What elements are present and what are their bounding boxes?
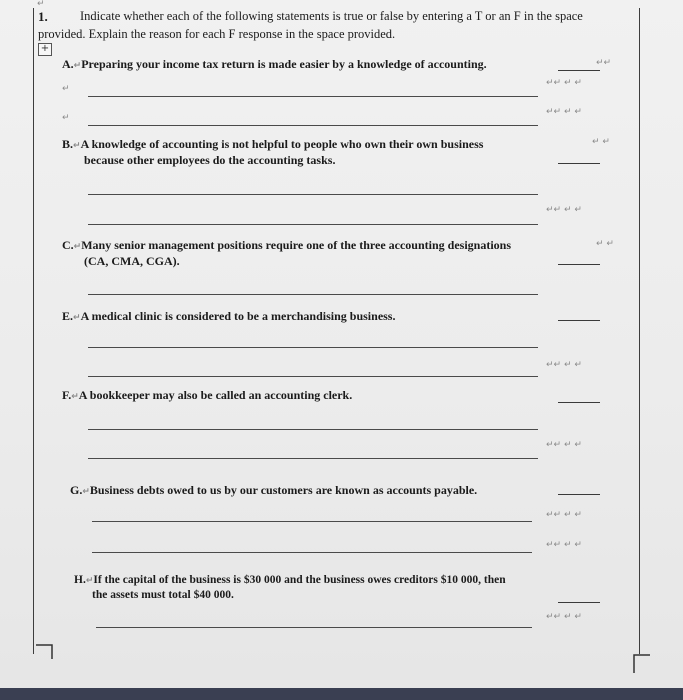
statement-label: A.	[62, 57, 74, 71]
explanation-line[interactable]	[88, 294, 538, 295]
answer-blank-g[interactable]	[558, 494, 600, 495]
worksheet-page: ↵ 1. Indicate whether each of the following statements is true or false by entering a T or an F in the space provided. Explain the reason for each F response in the space provided. + A.↵Preparing your income tax return is made easier by a knowledge of accounting. ↵ ↵ B.↵A knowledge of accounting is not helpful to people who own their own business because other employees do the accounting tasks. C.↵Many senior management positions require one of the three accounting designations (CA, CMA, CGA). E.↵A medical clinic is considered to be a merchandising business. F.↵A bookkeeper may also be called an accounting clerk. G.↵Business debts owed to us by our customers are known as accounts payable. H.↵If the capital of the business is $30 000 and the business owes creditors $10 000, then the assets must total $40 000. ↵↵ ↵↵ ↵ ↵ ↵↵ ↵ ↵ ↵ ↵ ↵↵ ↵ ↵ ↵ ↵ ↵↵ ↵ ↵ ↵↵ ↵ ↵ ↵↵ ↵ ↵ ↵↵ ↵ ↵ ↵↵ ↵ ↵	[0, 0, 683, 688]
explanation-line[interactable]	[88, 429, 538, 430]
statement-label: F.	[62, 388, 72, 402]
statement-b-line2: because other employees do the accounting tasks.	[84, 153, 336, 167]
plus-box-icon[interactable]: +	[38, 43, 52, 56]
answer-blank-b[interactable]	[558, 163, 600, 164]
explanation-line[interactable]	[88, 194, 538, 195]
statement-c-line2: (CA, CMA, CGA).	[84, 254, 180, 268]
crop-corner-icon	[630, 653, 652, 675]
answer-blank-a[interactable]	[558, 70, 600, 71]
statement-label: B.	[62, 137, 74, 151]
bottom-strip	[0, 688, 683, 700]
statement-label: C.	[62, 238, 74, 252]
statement-text: A knowledge of accounting is not helpful to people who own their own business	[80, 137, 484, 151]
explanation-line[interactable]	[96, 627, 532, 628]
answer-blank-c[interactable]	[558, 264, 600, 265]
answer-blank-h[interactable]	[558, 602, 600, 603]
statement-c-line1: C.↵Many senior management positions require one of the three accounting designations	[62, 238, 512, 252]
statement-text: If the capital of the business is $30 000 and the business owes creditors $10 000, then	[93, 574, 506, 586]
explanation-line[interactable]	[88, 376, 538, 377]
question-intro-line1: Indicate whether each of the following statements is true or false by entering a T or an F in the space	[80, 9, 583, 23]
question-intro-line2: provided. Explain the reason for each F response in the space provided.	[38, 27, 396, 41]
statement-text: Many senior management positions require one of the three accounting designations	[81, 238, 512, 252]
statement-e: E.↵A medical clinic is considered to be a merchandising business.	[62, 309, 396, 323]
paragraph-mark-icon: ↵	[37, 0, 45, 9]
explanation-line[interactable]	[88, 96, 538, 97]
explanation-line[interactable]	[88, 224, 538, 225]
question-number: 1.	[38, 9, 48, 24]
statement-h-line2: the assets must total $40 000.	[92, 589, 234, 601]
right-frame-line	[639, 8, 640, 654]
left-frame-line	[33, 8, 34, 654]
statement-text: A bookkeeper may also be called an accounting clerk.	[78, 388, 353, 402]
statement-h-line1: H.↵If the capital of the business is $30 000 and the business owes creditors $10 000, then	[74, 574, 506, 586]
answer-blank-f[interactable]	[558, 402, 600, 403]
explanation-line[interactable]	[88, 347, 538, 348]
statement-label: H.	[74, 574, 86, 586]
statement-g: G.↵Business debts owed to us by our customers are known as accounts payable.	[70, 483, 478, 497]
statement-text: Preparing your income tax return is made easier by a knowledge of accounting.	[81, 57, 487, 71]
explanation-line[interactable]	[92, 521, 532, 522]
answer-blank-e[interactable]	[558, 320, 600, 321]
statement-label: G.	[70, 483, 83, 497]
explanation-line[interactable]	[88, 125, 538, 126]
statement-text: A medical clinic is considered to be a merchandising business.	[80, 309, 396, 323]
crop-corner-icon	[34, 643, 56, 661]
statement-label: E.	[62, 309, 74, 323]
explanation-line[interactable]	[92, 552, 532, 553]
statement-f: F.↵A bookkeeper may also be called an accounting clerk.	[62, 388, 353, 402]
statement-b-line1: B.↵A knowledge of accounting is not helpful to people who own their own business	[62, 137, 484, 151]
statement-text: Business debts owed to us by our customers are known as accounts payable.	[89, 483, 478, 497]
explanation-line[interactable]	[88, 458, 538, 459]
statement-a: A.↵Preparing your income tax return is made easier by a knowledge of accounting.	[62, 57, 487, 71]
